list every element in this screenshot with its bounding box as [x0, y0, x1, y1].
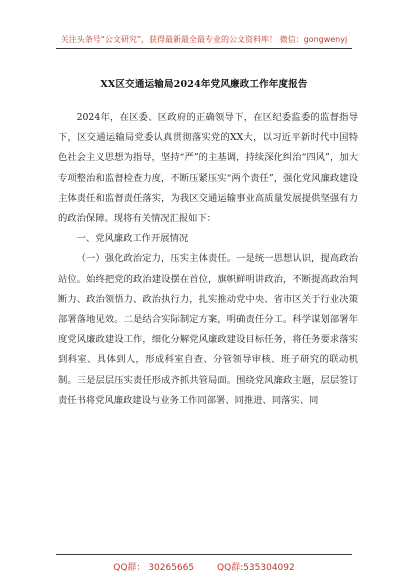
section-heading: 一、党风廉政工作开展情况: [76, 233, 189, 245]
document-title: XX区交通运输局2024年党风廉政工作年度报告: [100, 79, 308, 90]
section-paragraph: （一）强化政治定力，压实主体责任。一是统一思想认识，提高政治站位。始终把党的政治建设摆在首位，旗帜鲜明讲政治，不断提高政治判断力、政治领悟力、政治执行力，扎实推动党中央、省市区关于行业决策部署落地见效。二是结合实际制定方案，明确责任分工。科学谋划部署年度党风廉政建设工作，细化分解党风廉政建设目标任务，将任务要求落实到科室、具体到人，形成科室自查、分管领导审核、班子研究的联动机制。三是层层压实责任形成齐抓共管局面。围绕党风廉政主题，层层签订责任书将党风廉政建设与业务工作同部署、同推进、同落实、同: [58, 253, 358, 406]
footer-qq-group-1: QQ群： 30265665: [113, 563, 195, 573]
footer-qq-group-2: QQ群:535304092: [216, 563, 295, 573]
document-body: [58, 108, 358, 411]
header-rule: [56, 48, 352, 49]
intro-paragraph: 2024年，在区委、区政府的正确领导下，在区纪委监委的监督指导下，区交通运输局党委认真贯彻落实党的XX大，以习近平新时代中国特色社会主义思想为指导，坚持“严”的主基调，持续深化纠治“四风”，加大专项整治和监督检查力度，不断压紧压实“两个责任”，强化党风廉政建设主体责任和监督责任落实，为我区交通运输事业高质量发展提供坚强有力的政治保障。现将有关情况汇报如下：: [58, 112, 358, 225]
footer-rule: [56, 554, 352, 555]
footer: [0, 560, 408, 573]
header-banner: 关注头条号“公文研究”，获得最新最全最专业的公文资料库！ 微信：gongwenyj: [60, 35, 348, 44]
